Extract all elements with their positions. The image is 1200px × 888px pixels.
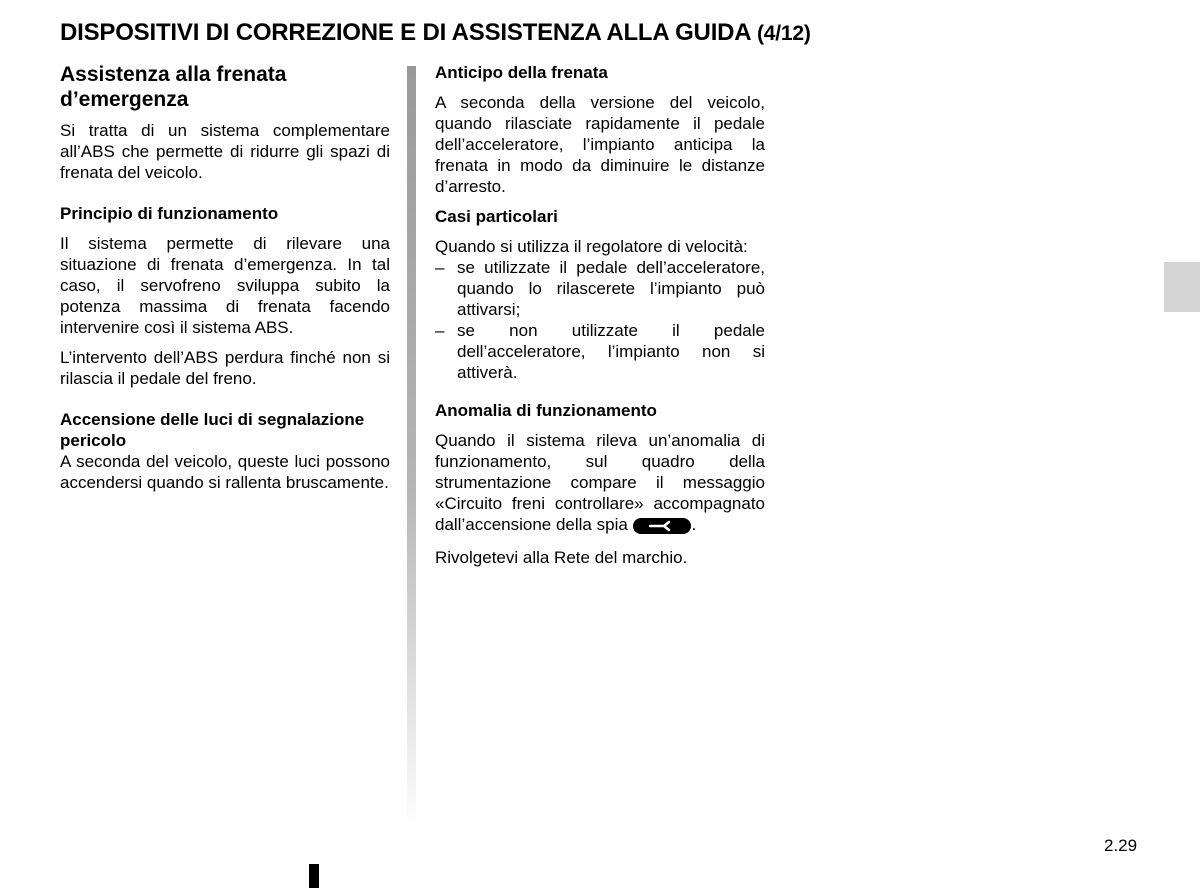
hazard-paragraph: A seconda del veicolo, queste luci possono accendersi quando si rallenta bruscamente. — [60, 452, 390, 492]
right-column — [435, 62, 765, 568]
intro-paragraph: Si tratta di un sistema complementare all’ABS che permette di ridurre gli spazi di frenata del veicolo. — [60, 121, 390, 182]
chapter-side-tab — [1164, 262, 1200, 312]
special-cases-heading: Casi particolari — [435, 207, 558, 226]
special-cases-list — [435, 257, 765, 383]
principle-heading: Principio di funzionamento — [60, 204, 279, 223]
principle-paragraph-1: Il sistema permette di rilevare una situazione di frenata d’emergenza. In tal caso, il servofreno sviluppa subito la potenza massima di frenata facendo intervenire così il sistema ABS. — [60, 234, 390, 337]
list-item — [435, 257, 765, 320]
section-title: Assistenza alla frenata d’emergenza — [60, 63, 287, 111]
page-title — [60, 19, 811, 47]
network-paragraph: Rivolgetevi alla Rete del marchio. — [435, 548, 688, 567]
crop-mark — [309, 864, 319, 888]
anticipation-heading: Anticipo della frenata — [435, 63, 608, 82]
spacer — [435, 383, 765, 400]
list-item-text: se utilizzate il pedale dell’acceleratore, quando lo rilascerete l’impianto può attivarsi; — [457, 258, 765, 319]
page-title-text: DISPOSITIVI DI CORREZIONE E DI ASSISTENZA ALLA GUIDA — [60, 19, 751, 46]
principle-paragraph-2: L’intervento dell’ABS perdura finché non si rilascia il pedale del freno. — [60, 348, 390, 388]
fault-paragraph — [435, 430, 765, 535]
list-dash: – — [435, 258, 445, 277]
special-cases-intro: Quando si utilizza il regolatore di velocità: — [435, 237, 748, 256]
anticipation-paragraph: A seconda della versione del veicolo, quando rilasciate rapidamente il pedale dell’acceleratore, l’impianto anticipa la frenata in modo da diminuire le distanze d’arresto. — [435, 93, 765, 196]
page-number: 2.29 — [1104, 836, 1138, 855]
fault-text: Quando il sistema rileva un’anomalia di funzionamento, sul quadro della strumentazione compare il messaggio «Circuito freni controllare» accompagnato dall’accensione della spia — [435, 431, 765, 534]
list-dash: – — [435, 321, 445, 340]
list-item — [435, 320, 765, 383]
fault-text-end: . — [691, 515, 697, 534]
spacer — [60, 398, 390, 409]
wrench-warning-icon — [633, 518, 691, 534]
column-divider — [407, 66, 416, 826]
hazard-heading: Accensione delle luci di segnalazione pericolo — [60, 410, 365, 450]
left-column — [60, 62, 390, 493]
fault-heading: Anomalia di funzionamento — [435, 401, 657, 420]
list-item-text: se non utilizzate il pedale dell’acceleratore, l’impianto non si attiverà. — [457, 321, 765, 382]
spacer — [60, 192, 390, 203]
page-part-indicator: (4/12) — [757, 22, 811, 45]
